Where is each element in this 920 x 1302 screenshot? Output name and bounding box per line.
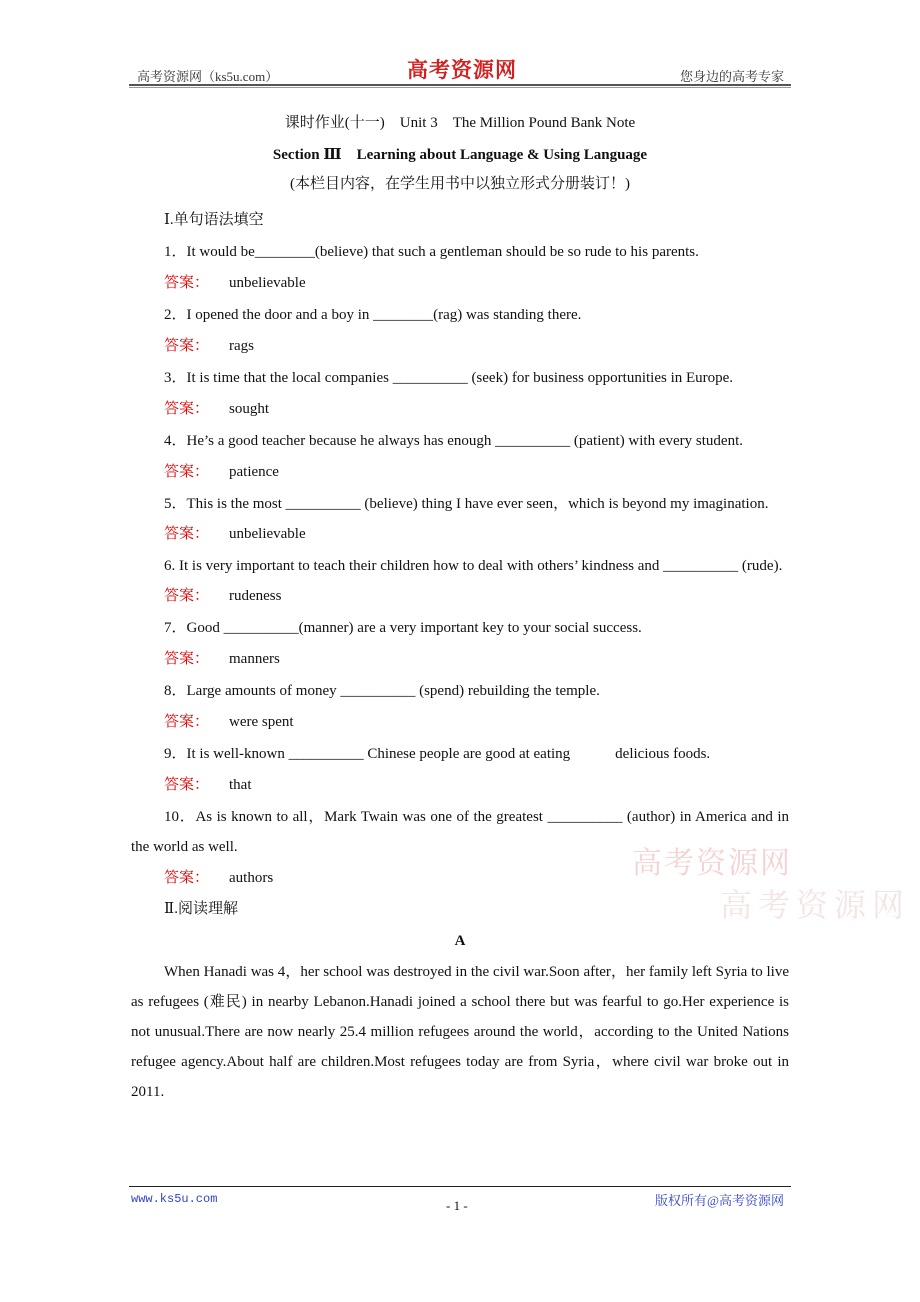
answer-value: rudeness (229, 588, 282, 604)
header-site-name: 高考资源网（ks5u.com） (137, 69, 279, 84)
header-logo: 高考资源网 (407, 58, 517, 82)
answer-value: unbelievable (229, 275, 306, 291)
question-item: 6. It is very important to teach their children how to deal with others’ kindness and __________ (rude). (164, 557, 783, 574)
answer-label: 答案： (164, 275, 210, 291)
question-item: 9．It is well-known __________ Chinese people are good at eating delicious foods. (164, 745, 711, 762)
answer-row (131, 644, 789, 676)
question-item: 8．Large amounts of money __________ (spend) rebuilding the temple. (164, 682, 600, 699)
footer-website-link[interactable]: www.ks5u.com (131, 1192, 218, 1206)
question-item: 2．I opened the door and a boy in ________(rag) was standing there. (164, 306, 582, 323)
answer-value: that (229, 777, 252, 793)
passage-label: A (454, 932, 466, 949)
question-list (131, 237, 789, 895)
passage-paragraph: When Hanadi was 4，her school was destroyed in the civil war.Soon after，her family left Syria to live as refugees (难民) in nearby Lebanon.Hanadi joined a school there but was fearful to go.Her experience is not unusual.There are now nearly 25.4 million refugees around the world，according to the United Nations refugee agency.About half are children.Most refugees today are from Syria，where civil war broke out in 2011. (131, 964, 789, 1100)
page-number: - 1 - (446, 1198, 468, 1213)
part2-heading: Ⅱ.阅读理解 (164, 901, 238, 917)
question-item: 4．He’s a good teacher because he always has enough __________ (patient) with every student. (164, 432, 743, 449)
watermark-logo-faint: 高考资源网 (720, 887, 911, 923)
answer-label: 答案： (164, 401, 210, 417)
footer-copyright: 版权所有@高考资源网 (655, 1193, 784, 1208)
question-item: 1．It would be________(believe) that such a gentleman should be so rude to his parents. (164, 243, 699, 260)
header-slogan: 您身边的高考专家 (679, 69, 784, 84)
answer-row (131, 581, 789, 613)
answer-value: unbelievable (229, 526, 306, 542)
answer-label: 答案： (164, 338, 210, 354)
document-title: 课时作业(十一) Unit 3 The Million Pound Bank Note (284, 115, 636, 131)
answer-row (131, 457, 789, 489)
answer-label: 答案： (164, 464, 210, 480)
answer-value: manners (229, 651, 280, 667)
part1-heading: Ⅰ.单句语法填空 (164, 212, 264, 228)
answer-value: were spent (229, 714, 294, 730)
answer-value: rags (229, 338, 254, 354)
answer-label: 答案： (164, 651, 210, 667)
header-divider (129, 84, 791, 88)
answer-row (131, 268, 789, 300)
answer-label: 答案： (164, 588, 210, 604)
answer-label: 答案： (164, 777, 210, 793)
answer-row (131, 519, 789, 551)
answer-label: 答案： (164, 714, 210, 730)
answer-row (131, 707, 789, 739)
question-item: 3．It is time that the local companies __________ (seek) for business opportunities in Europe. (164, 369, 734, 386)
answer-value: authors (229, 869, 274, 886)
question-item: 7．Good __________(manner) are a very important key to your social success. (164, 619, 642, 636)
footer-divider (129, 1186, 791, 1187)
watermark-logo: 高考资源网 (632, 847, 792, 880)
binding-note: (本栏目内容，在学生用书中以独立形式分册装订！) (290, 176, 630, 192)
answer-label: 答案： (164, 869, 210, 886)
answer-value: patience (229, 464, 279, 480)
section-title: Section Ⅲ Learning about Language & Using Language (272, 146, 648, 163)
answer-row (131, 331, 789, 363)
answer-row (131, 770, 789, 802)
question-item: 5．This is the most __________ (believe) thing I have ever seen，which is beyond my imagination. (164, 495, 769, 512)
document-body (131, 108, 789, 1108)
answer-label: 答案： (164, 526, 210, 542)
answer-value: sought (229, 401, 270, 417)
answer-row (131, 394, 789, 426)
question-item: 10．As is known to all，Mark Twain was one of the greatest __________ (author) in America and in the world as well. (131, 808, 789, 855)
